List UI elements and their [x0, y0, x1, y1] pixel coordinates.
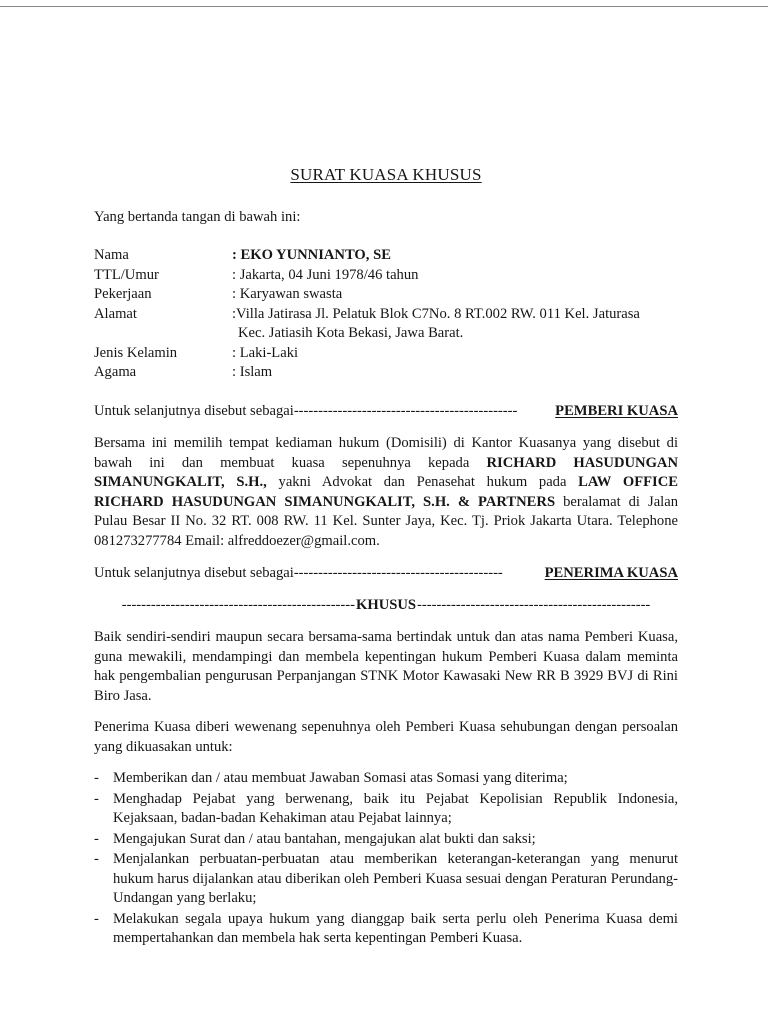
identity-value-block	[232, 305, 678, 344]
role-line-dashes: ----------------------------------------------	[293, 403, 518, 419]
identity-label: TTL/Umur	[94, 266, 159, 283]
list-item-text: Menghadap Pejabat yang berwenang, baik itu Pejabat Kepolisian Republik Indonesia, Kejaksaan, badan-badan Kehakiman atau Pejabat lainnya;	[113, 790, 678, 826]
role-pemberi-kuasa: PEMBERI KUASA	[555, 403, 678, 419]
domisili-law-office: LAW OFFICE RICHARD HASUDUNGAN SIMANUNGKALIT, S.H. & PARTNERS	[94, 474, 678, 510]
list-item-text: Menjalankan perbuatan-perbuatan atau memberikan keterangan-keterangan yang menurut hukum harus dijalankan atau diberikan oleh Pemberi Kuasa sesuai dengan Peraturan Perundang-Undangan yang berlaku;	[113, 851, 678, 906]
identity-value: : Islam	[232, 364, 273, 380]
bullet-dash: -	[94, 830, 99, 847]
bullet-dash: -	[94, 770, 99, 786]
document-title: SURAT KUASA KHUSUS	[290, 165, 482, 184]
identity-label: Agama	[94, 364, 137, 380]
list-item	[94, 830, 678, 850]
identity-table	[94, 246, 678, 383]
scan-edge-line	[0, 6, 768, 7]
wewenang-paragraph: Penerima Kuasa diberi wewenang sepenuhnya oleh Pemberi Kuasa sehubungan dengan persoalan yang dikuasakan untuk:	[94, 719, 678, 755]
identity-value: : EKO YUNNIANTO, SE	[232, 247, 391, 263]
list-item	[94, 769, 678, 789]
identity-row-jenis-kelamin	[94, 344, 678, 364]
identity-value-continued: Kec. Jatiasih Kota Bekasi, Jawa Barat.	[238, 325, 464, 341]
identity-label: Nama	[94, 247, 129, 263]
role-line-prefix: Untuk selanjutnya disebut sebagai	[94, 403, 294, 419]
identity-value: :Villa Jatirasa Jl. Pelatuk Blok C7No. 8 RT.002 RW. 011 Kel. Jaturasa	[232, 305, 640, 322]
role-line-dashes: -------------------------------------------	[293, 565, 503, 581]
domisili-paragraph	[94, 434, 678, 551]
identity-label: Jenis Kelamin	[94, 344, 178, 361]
role-penerima-kuasa: PENERIMA KUASA	[544, 565, 678, 581]
list-item-text: Memberikan dan / atau membuat Jawaban Somasi atas Somasi yang diterima;	[113, 770, 568, 786]
bullet-dash: -	[94, 910, 99, 927]
role-line-prefix: Untuk selanjutnya disebut sebagai	[94, 565, 294, 581]
identity-row-pekerjaan	[94, 285, 678, 305]
bullet-dash: -	[94, 790, 99, 807]
list-item-text: Mengajukan Surat dan / atau bantahan, mengajukan alat bukti dan saksi;	[113, 830, 536, 847]
identity-row-alamat	[94, 305, 678, 344]
khusus-heading: KHUSUS	[356, 597, 417, 613]
identity-row-nama	[94, 246, 678, 266]
identity-label: Alamat	[94, 305, 137, 322]
domisili-advocate-name: RICHARD HASUDUNGAN SIMANUNGKALIT, S.H.,	[94, 454, 679, 490]
bullet-dash: -	[94, 851, 99, 867]
khusus-dashes-left: ------------------------------------------------	[121, 597, 355, 613]
domisili-text: yakni Advokat dan Penasehat hukum pada	[266, 474, 579, 490]
list-item	[94, 850, 678, 909]
khusus-dashes-right: ------------------------------------------------	[417, 597, 651, 613]
list-item-text: Melakukan segala upaya hukum yang dianggap baik serta perlu oleh Penerima Kuasa demi mempertahankan dan membela hak serta kepentingan Pemberi Kuasa.	[113, 910, 678, 946]
khusus-divider	[94, 596, 678, 616]
identity-row-ttl	[94, 266, 678, 286]
powers-list	[94, 769, 678, 950]
intro-text: Yang bertanda tangan di bawah ini:	[94, 209, 301, 225]
identity-value: : Laki-Laki	[232, 344, 299, 361]
identity-label: Pekerjaan	[94, 286, 152, 302]
penerima-kuasa-line	[94, 564, 678, 584]
pemberi-kuasa-line	[94, 402, 678, 422]
domisili-text: beralamat di Jalan Pulau Besar II No. 32 RT. 008 RW. 11 Kel. Sunter Jaya, Kec. Tj. Priok Jakarta Utara. Telephone 081273277784 Email: alfreddoezer@gmail.com.	[94, 493, 678, 549]
identity-row-agama	[94, 363, 678, 383]
domisili-text: Bersama ini memilih tempat kediaman hukum (Domisili) di Kantor Kuasanya yang disebut di bawah ini dan membuat kuasa sepenuhnya kepada	[94, 435, 678, 471]
identity-value: : Karyawan swasta	[232, 286, 343, 302]
identity-value: : Jakarta, 04 Juni 1978/46 tahun	[232, 266, 419, 283]
list-item	[94, 910, 678, 949]
tindak-paragraph: Baik sendiri-sendiri maupun secara bersama-sama bertindak untuk dan atas nama Pemberi Kuasa, guna mewakili, mendampingi dan membela kepentingan hukum Pemberi Kuasa dalam meminta hak pengembalian pengurusan Perpanjangan STNK Motor Kawasaki New RR B 3929 BVJ di Rini Biro Jasa.	[94, 629, 678, 704]
list-item	[94, 790, 678, 829]
